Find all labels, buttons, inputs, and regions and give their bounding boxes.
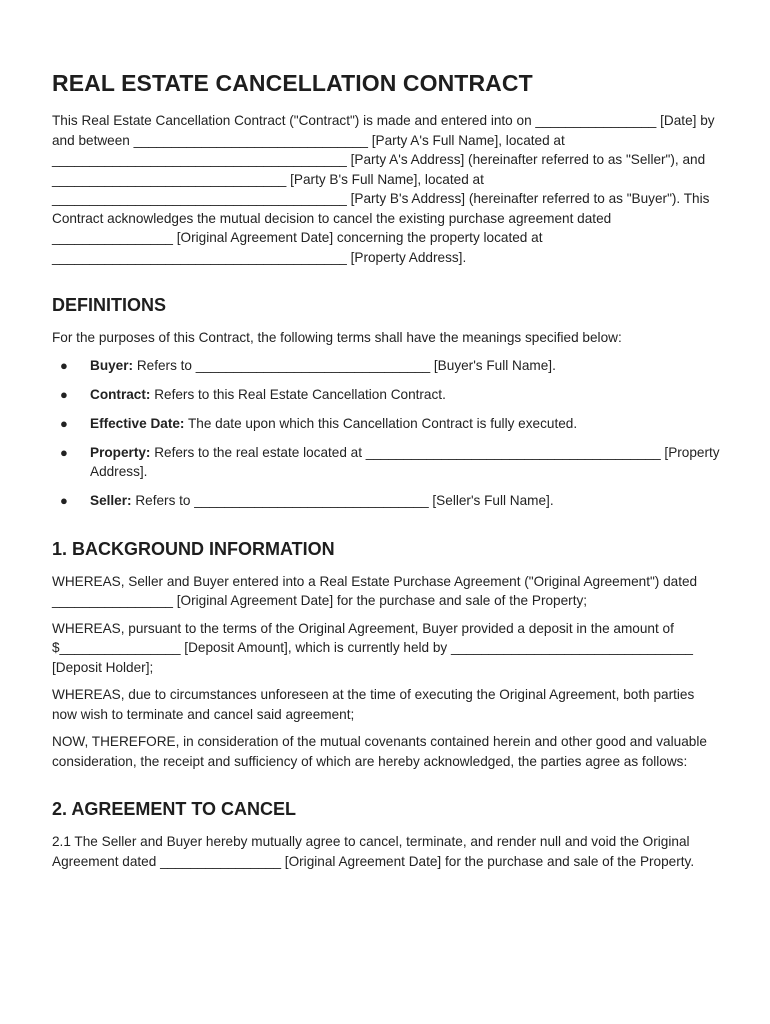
definition-term: Property:: [90, 444, 151, 460]
definition-item-effective-date: [52, 414, 720, 434]
bullet-icon: ●: [60, 493, 68, 508]
definitions-heading: DEFINITIONS: [52, 295, 167, 315]
bullet-icon: ●: [60, 357, 68, 373]
definition-text: Refers to _______________________________ [Buyer's Full Name].: [133, 357, 556, 373]
agreement-paragraph: 2.1 The Seller and Buyer hereby mutually agree to cancel, terminate, and render null and void the Original Agreement dated ________________ [Original Agreement Date] for the purchase and sale of the Property.: [52, 834, 695, 869]
background-paragraph: WHEREAS, pursuant to the terms of the Original Agreement, Buyer provided a deposit in the amount of $________________ [Deposit Amount], which is currently held by ________________________________ [Deposit Holder];: [52, 620, 693, 675]
background-paragraph: NOW, THEREFORE, in consideration of the mutual covenants contained herein and other good and valuable consideration, the receipt and sufficiency of which are hereby acknowledged, the parties agree as follows:: [52, 734, 707, 769]
definition-term: Contract:: [90, 386, 151, 402]
definition-text: Refers to this Real Estate Cancellation Contract.: [150, 386, 446, 402]
document-title: REAL ESTATE CANCELLATION CONTRACT: [52, 70, 533, 96]
definition-term: Effective Date:: [90, 415, 185, 431]
bullet-icon: ●: [60, 444, 68, 460]
background-paragraph: WHEREAS, due to circumstances unforeseen at the time of executing the Original Agreement, both parties now wish to terminate and cancel said agreement;: [52, 687, 695, 722]
bullet-icon: ●: [60, 415, 68, 431]
definition-item-seller: [52, 491, 720, 511]
definitions-list: [52, 356, 720, 511]
definition-item-contract: [52, 385, 720, 405]
definition-text: The date upon which this Cancellation Contract is fully executed.: [184, 415, 578, 431]
definition-term: Buyer:: [90, 357, 134, 373]
document-page: [52, 70, 720, 879]
agreement-heading: 2. AGREEMENT TO CANCEL: [52, 799, 297, 819]
definition-term: Seller:: [90, 493, 132, 508]
definition-text: Refers to _______________________________ [Seller's Full Name].: [131, 493, 554, 508]
definition-item-buyer: [52, 356, 720, 376]
background-heading: 1. BACKGROUND INFORMATION: [52, 538, 335, 559]
intro-paragraph: This Real Estate Cancellation Contract ("Contract") is made and entered into on ________________ [Date] by and between _______________________________ [Party A's Full Name], located at _______________________________________ [Party A's Address] (hereinafter referred to as "Seller"), and _______________________________ [Party B's Full Name], located at _______________________________________ [Party B's Address] (hereinafter referred to as "Buyer"). This Contract acknowledges the mutual decision to cancel the existing purchase agreement dated ________________ [Original Agreement Date] concerning the property located at _______________________________________ [Property Address].: [52, 113, 715, 265]
definition-item-property: [52, 443, 720, 482]
bullet-icon: ●: [60, 386, 68, 402]
background-paragraph: WHEREAS, Seller and Buyer entered into a Real Estate Purchase Agreement ("Original Agreement") dated ________________ [Original Agreement Date] for the purchase and sale of the Property;: [52, 573, 698, 608]
definitions-intro: For the purposes of this Contract, the following terms shall have the meanings specified below:: [52, 330, 622, 345]
definition-text: Refers to the real estate located at _______________________________________ [Property Address].: [90, 444, 720, 479]
